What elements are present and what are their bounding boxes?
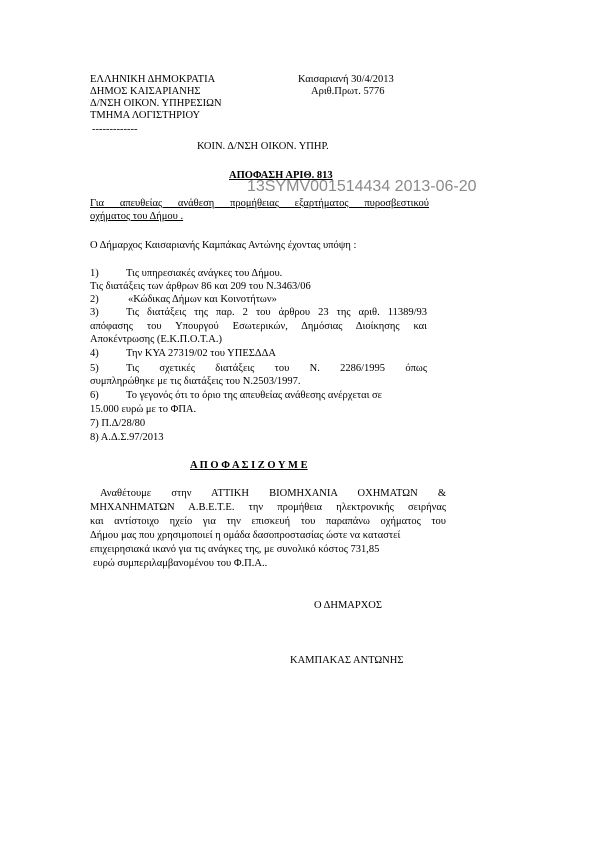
decision-title: ΑΠΟΦΑΣΗ ΑΡΙΘ. 813 [229, 170, 333, 181]
consideration-2-text: «Κώδικας Δήμων και Κοινοτήτων» [128, 294, 277, 305]
protocol-number: Αριθ.Πρωτ. 5776 [311, 86, 385, 97]
body-line-6: ευρώ συμπεριλαμβανομένου του Φ.Π.Α.. [93, 558, 268, 569]
consideration-6-num: 6) [90, 390, 99, 401]
signatory-name: ΚΑΜΠΑΚΑΣ ΑΝΤΩΝΗΣ [290, 655, 404, 666]
body-line-5: επιχειρησιακά ικανό για τις ανάγκες της, με συνολικό κόστος 731,85 [90, 544, 380, 555]
consideration-3-text: Τις διατάξεις της παρ. 2 του άρθρου 23 της αριθ. 11389/93 [126, 307, 427, 318]
intro-line: Ο Δήμαρχος Καισαριανής Καμπάκας Αντώνης έχοντας υπόψη : [90, 240, 357, 251]
consideration-6-text: Το γεγονός ότι το όριο της απευθείας ανάθεσης ανέρχεται σε [126, 390, 383, 401]
body-line-4: Δήμου μας που χρησιμοποιεί η ομάδα δασοπροστασίας ώστε να καταστεί [90, 530, 401, 541]
consideration-7: 7) Π.Δ/28/80 [90, 418, 146, 429]
consideration-1-text: Τις υπηρεσιακές ανάγκες του Δήμου. [126, 268, 283, 279]
issuer-line-4: ΤΜΗΜΑ ΛΟΓΙΣΤΗΡΙΟΥ [90, 110, 201, 121]
consideration-3-cont-2: Αποκέντρωσης (Ε.Κ.Π.Ο.Τ.Α.) [90, 334, 223, 345]
consideration-3-cont-1: απόφασης του Υπουργού Εσωτερικών, Δημόσιας Διοίκησης και [90, 321, 427, 332]
decide-heading: Α Π Ο Φ Α Σ Ι Ζ Ο Υ Μ Ε [190, 460, 308, 471]
document-date: Καισαριανή 30/4/2013 [298, 74, 394, 85]
consideration-1-num: 1) [90, 268, 99, 279]
body-line-3: και αντίστοιχο ηχείο για την επισκευή του παραπάνω οχήματος του [90, 516, 446, 527]
consideration-2-num: 2) [90, 294, 99, 305]
consideration-8: 8) Α.Δ.Σ.97/2013 [90, 432, 164, 443]
consideration-5-text: Τις σχετικές διατάξεις του Ν. 2286/1995 όπως [126, 363, 427, 374]
subject-line-1: Για απευθείας ανάθεση προμήθειας εξαρτήματος πυροσβεστικού [90, 198, 429, 209]
body-line-2: ΜΗΧΑΝΗΜΑΤΩΝ Α.Β.Ε.Τ.Ε. την προμήθεια ηλεκτρονικής σειρήνας [90, 502, 446, 513]
consideration-5-num: 5) [90, 363, 99, 374]
subject-line-2: οχήματος του Δήμου . [90, 211, 184, 222]
consideration-1b-text: Τις διατάξεις των άρθρων 86 και 209 του Ν.3463/06 [90, 281, 311, 292]
issuer-line-3: Δ/ΝΣΗ ΟΙΚΟΝ. ΥΠΗΡΕΣΙΩΝ [90, 98, 222, 109]
issuer-line-2: ΔΗΜΟΣ ΚΑΙΣΑΡΙΑΝΗΣ [90, 86, 201, 97]
consideration-3-num: 3) [90, 307, 99, 318]
consideration-4-text: Την ΚΥΑ 27319/02 του ΥΠΕΣΔΔΑ [126, 348, 276, 359]
consideration-6-cont: 15.000 ευρώ με το ΦΠΑ. [90, 404, 197, 415]
distribution-line: ΚΟΙΝ. Δ/ΝΣΗ ΟΙΚΟΝ. ΥΠΗΡ. [197, 141, 329, 152]
consideration-5-cont: συμπληρώθηκε με τις διατάξεις του Ν.2503/1997. [90, 376, 301, 387]
issuer-separator: ------------- [92, 124, 138, 135]
issuer-line-1: ΕΛΛΗΝΙΚΗ ΔΗΜΟΚΡΑΤΙΑ [90, 74, 216, 85]
body-line-1: Αναθέτουμε στην ΑΤΤΙΚΗ ΒΙΟΜΗΧΑΝΙΑ ΟΧΗΜΑΤΩΝ & [100, 488, 446, 499]
registry-stamp: 13SYMV001514434 2013-06-20 [247, 178, 477, 195]
signatory-role: Ο ΔΗΜΑΡΧΟΣ [314, 600, 382, 611]
consideration-4-num: 4) [90, 348, 99, 359]
